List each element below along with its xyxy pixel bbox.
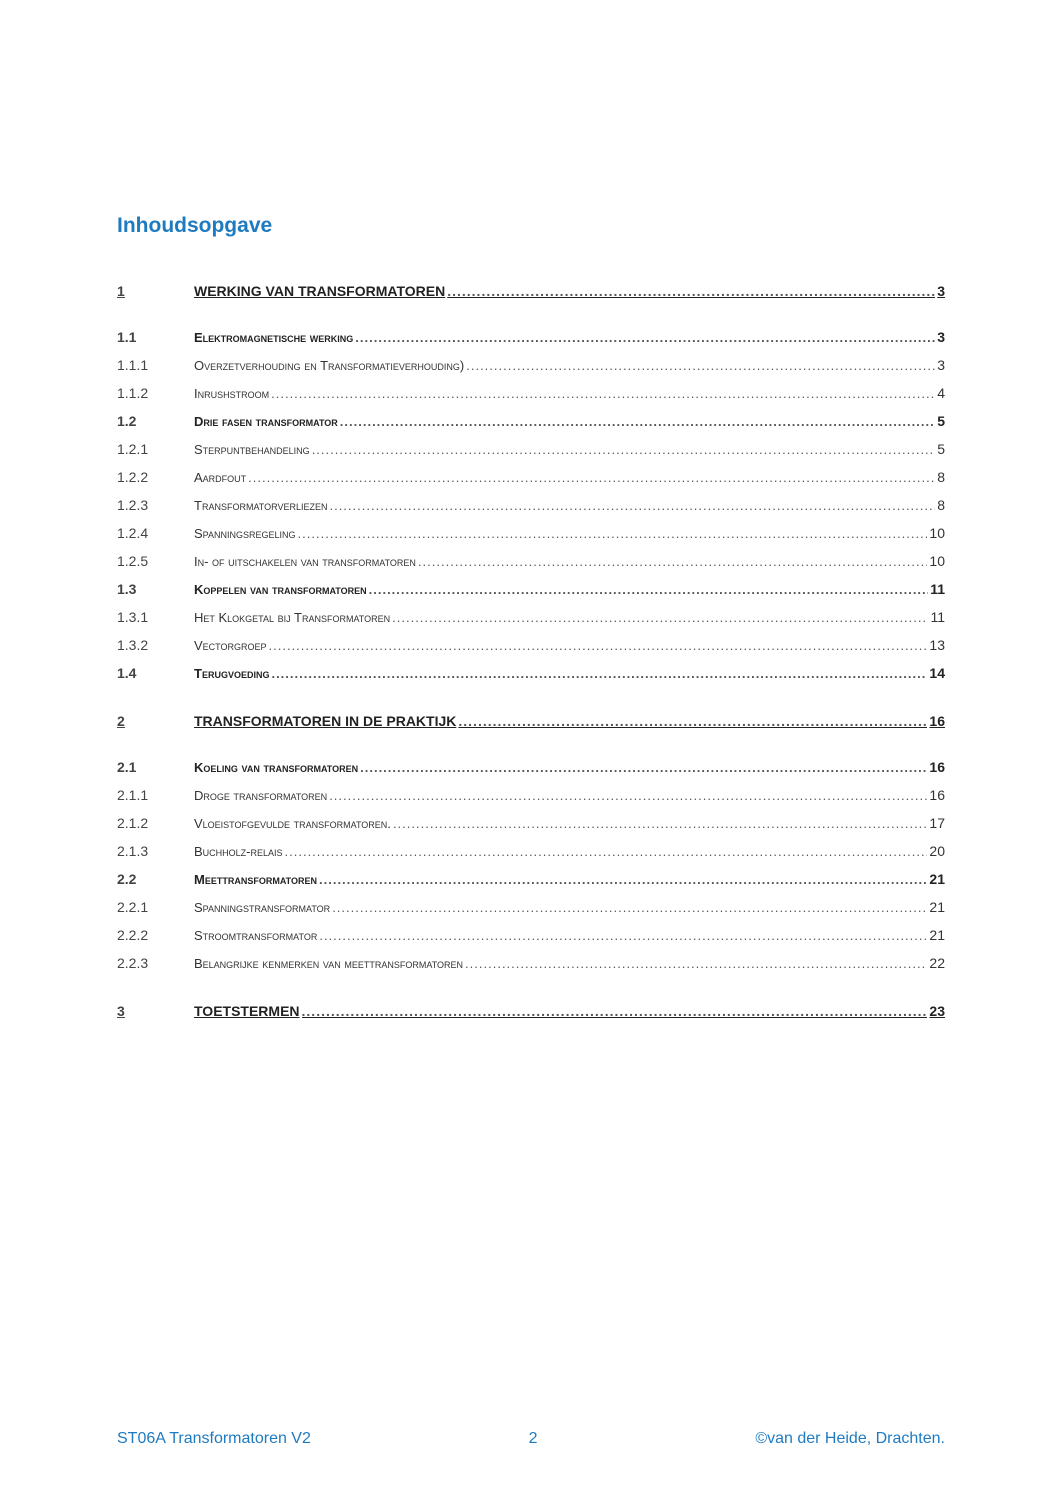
- toc-entry[interactable]: [117, 323, 945, 351]
- toc-entry-number: 1.3.2: [117, 637, 149, 653]
- page-footer: [117, 1430, 945, 1448]
- toc-entry[interactable]: [117, 659, 945, 687]
- toc-entry-page: 16: [929, 787, 945, 803]
- toc-entry-title: Stroomtransformator: [194, 928, 318, 943]
- toc-entry[interactable]: [117, 997, 945, 1025]
- toc-entry[interactable]: [117, 463, 945, 491]
- toc-dot-leader: [447, 277, 935, 305]
- toc-heading: Inhoudsopgave: [117, 214, 273, 237]
- toc-entry-title: TRANSFORMATOREN IN DE PRAKTIJK: [194, 713, 457, 729]
- toc-entry-title: Spanningstransformator: [194, 900, 331, 915]
- toc-entry-number: 2.2.1: [117, 899, 149, 915]
- toc-entry-title: Vloeistofgevulde transformatoren.: [194, 816, 391, 831]
- toc-dot-leader: [332, 894, 927, 922]
- toc-entry-number: 3: [117, 1003, 125, 1019]
- toc-entry-page: 14: [929, 665, 945, 681]
- toc-entry-title: Koeling van transformatoren: [194, 760, 359, 775]
- toc-entry-number: 1.2.1: [117, 441, 149, 457]
- toc-entry-number: 2.1.3: [117, 843, 149, 859]
- toc-entry-number: 1.1.1: [117, 357, 149, 373]
- toc-entry[interactable]: [117, 631, 945, 659]
- toc-dot-leader: [312, 436, 936, 464]
- footer-page-number: 2: [528, 1430, 538, 1447]
- toc-dot-leader: [269, 632, 928, 660]
- toc-entry[interactable]: [117, 407, 945, 435]
- toc-entry[interactable]: [117, 707, 945, 735]
- toc-entry-page: 21: [929, 899, 945, 915]
- toc-entry-title: Droge transformatoren: [194, 788, 328, 803]
- toc-dot-leader: [302, 997, 928, 1025]
- toc-entry-page: 16: [929, 713, 945, 729]
- toc-entry[interactable]: [117, 547, 945, 575]
- toc-entry-page: 20: [929, 843, 945, 859]
- toc-dot-leader: [360, 754, 927, 782]
- toc-entry-page: 5: [937, 413, 945, 429]
- toc-dot-leader: [369, 576, 929, 604]
- toc-dot-leader: [271, 380, 935, 408]
- toc-entry-title: Drie fasen transformator: [194, 414, 338, 429]
- toc-entry-page: 4: [937, 385, 945, 401]
- toc-entry[interactable]: [117, 519, 945, 547]
- toc-entry-number: 1.3: [117, 581, 137, 597]
- toc-entry-page: 3: [937, 283, 945, 299]
- toc-entry[interactable]: [117, 893, 945, 921]
- toc-entry-title: Sterpuntbehandeling: [194, 442, 310, 457]
- toc-dot-leader: [458, 707, 927, 735]
- footer-copyright: ©van der Heide, Drachten.: [755, 1430, 945, 1447]
- toc-entry-title: TOETSTERMEN: [194, 1003, 300, 1019]
- toc-entry[interactable]: [117, 753, 945, 781]
- toc-entry-title: Elektromagnetische werking: [194, 330, 354, 345]
- toc-entry-title: Meettransformatoren: [194, 872, 317, 887]
- toc-entry-title: Belangrijke kenmerken van meettransformatoren: [194, 956, 464, 971]
- toc-entry-page: 17: [929, 815, 945, 831]
- toc-entry-page: 10: [929, 553, 945, 569]
- toc-entry-title: Terugvoeding: [194, 666, 270, 681]
- toc-dot-leader: [319, 922, 927, 950]
- toc-entry-number: 2.1.2: [117, 815, 149, 831]
- toc-entry[interactable]: [117, 575, 945, 603]
- toc-entry-title: Aardfout: [194, 470, 247, 485]
- toc-entry-number: 1.2.5: [117, 553, 149, 569]
- toc-entry[interactable]: [117, 921, 945, 949]
- toc-entry[interactable]: [117, 435, 945, 463]
- table-of-contents: [117, 275, 945, 1043]
- toc-dot-leader: [393, 810, 927, 838]
- toc-entry-page: 21: [929, 871, 945, 887]
- toc-entry-number: 1.3.1: [117, 609, 149, 625]
- toc-entry-title: WERKING VAN TRANSFORMATOREN: [194, 283, 446, 299]
- toc-entry-number: 2.1: [117, 759, 137, 775]
- toc-entry[interactable]: [117, 949, 945, 977]
- toc-dot-leader: [466, 352, 935, 380]
- toc-dot-leader: [340, 408, 935, 436]
- toc-entry-page: 16: [929, 759, 945, 775]
- toc-entry[interactable]: [117, 491, 945, 519]
- toc-entry-page: 5: [937, 441, 945, 457]
- toc-dot-leader: [392, 604, 928, 632]
- toc-entry[interactable]: [117, 781, 945, 809]
- toc-dot-leader: [298, 520, 928, 548]
- toc-dot-leader: [418, 548, 928, 576]
- toc-entry-title: Spanningsregeling: [194, 526, 296, 541]
- toc-entry-page: 10: [929, 525, 945, 541]
- toc-entry-title: Koppelen van transformatoren: [194, 582, 367, 597]
- toc-entry-page: 22: [929, 955, 945, 971]
- toc-entry-page: 23: [929, 1003, 945, 1019]
- toc-entry-title: Buchholz-relais: [194, 844, 283, 859]
- toc-entry[interactable]: [117, 351, 945, 379]
- toc-dot-leader: [465, 950, 927, 978]
- toc-dot-leader: [285, 838, 928, 866]
- toc-entry-number: 2.1.1: [117, 787, 149, 803]
- toc-entry-number: 1.2.4: [117, 525, 149, 541]
- toc-entry-title: Vectorgroep: [194, 638, 267, 653]
- toc-dot-leader: [329, 782, 927, 810]
- toc-entry-title: In- of uitschakelen van transformatoren: [194, 554, 416, 569]
- toc-entry-number: 1.1: [117, 329, 137, 345]
- toc-entry-title: Transformatorverliezen: [194, 498, 328, 513]
- toc-entry-title: Inrushstroom: [194, 386, 270, 401]
- toc-dot-leader: [319, 866, 927, 894]
- toc-entry[interactable]: [117, 837, 945, 865]
- toc-entry-number: 1.1.2: [117, 385, 149, 401]
- toc-entry-page: 3: [937, 357, 945, 373]
- toc-entry[interactable]: [117, 277, 945, 305]
- toc-entry-number: 1.2.3: [117, 497, 149, 513]
- toc-entry-number: 1.2: [117, 413, 137, 429]
- toc-dot-leader: [355, 324, 935, 352]
- toc-entry-number: 1: [117, 283, 125, 299]
- toc-entry-title: Het Klokgetal bij Transformatoren: [194, 610, 391, 625]
- toc-entry-number: 2: [117, 713, 125, 729]
- footer-document-title: ST06A Transformatoren V2: [117, 1430, 311, 1447]
- toc-entry-page: 8: [937, 497, 945, 513]
- toc-dot-leader: [329, 492, 935, 520]
- toc-entry-page: 8: [937, 469, 945, 485]
- toc-entry-number: 2.2.3: [117, 955, 149, 971]
- toc-dot-leader: [271, 660, 927, 688]
- toc-entry-page: 11: [930, 609, 945, 625]
- toc-entry[interactable]: [117, 865, 945, 893]
- toc-entry-number: 1.2.2: [117, 469, 149, 485]
- toc-dot-leader: [248, 464, 935, 492]
- toc-entry-title: Overzetverhouding en Transformatieverhouding): [194, 358, 465, 373]
- toc-entry[interactable]: [117, 809, 945, 837]
- toc-entry-page: 3: [937, 329, 945, 345]
- toc-entry-number: 1.4: [117, 665, 137, 681]
- toc-entry-number: 2.2.2: [117, 927, 149, 943]
- toc-entry-page: 13: [929, 637, 945, 653]
- toc-entry-page: 11: [930, 581, 945, 597]
- toc-entry[interactable]: [117, 603, 945, 631]
- toc-entry-number: 2.2: [117, 871, 137, 887]
- toc-entry-page: 21: [929, 927, 945, 943]
- toc-entry[interactable]: [117, 379, 945, 407]
